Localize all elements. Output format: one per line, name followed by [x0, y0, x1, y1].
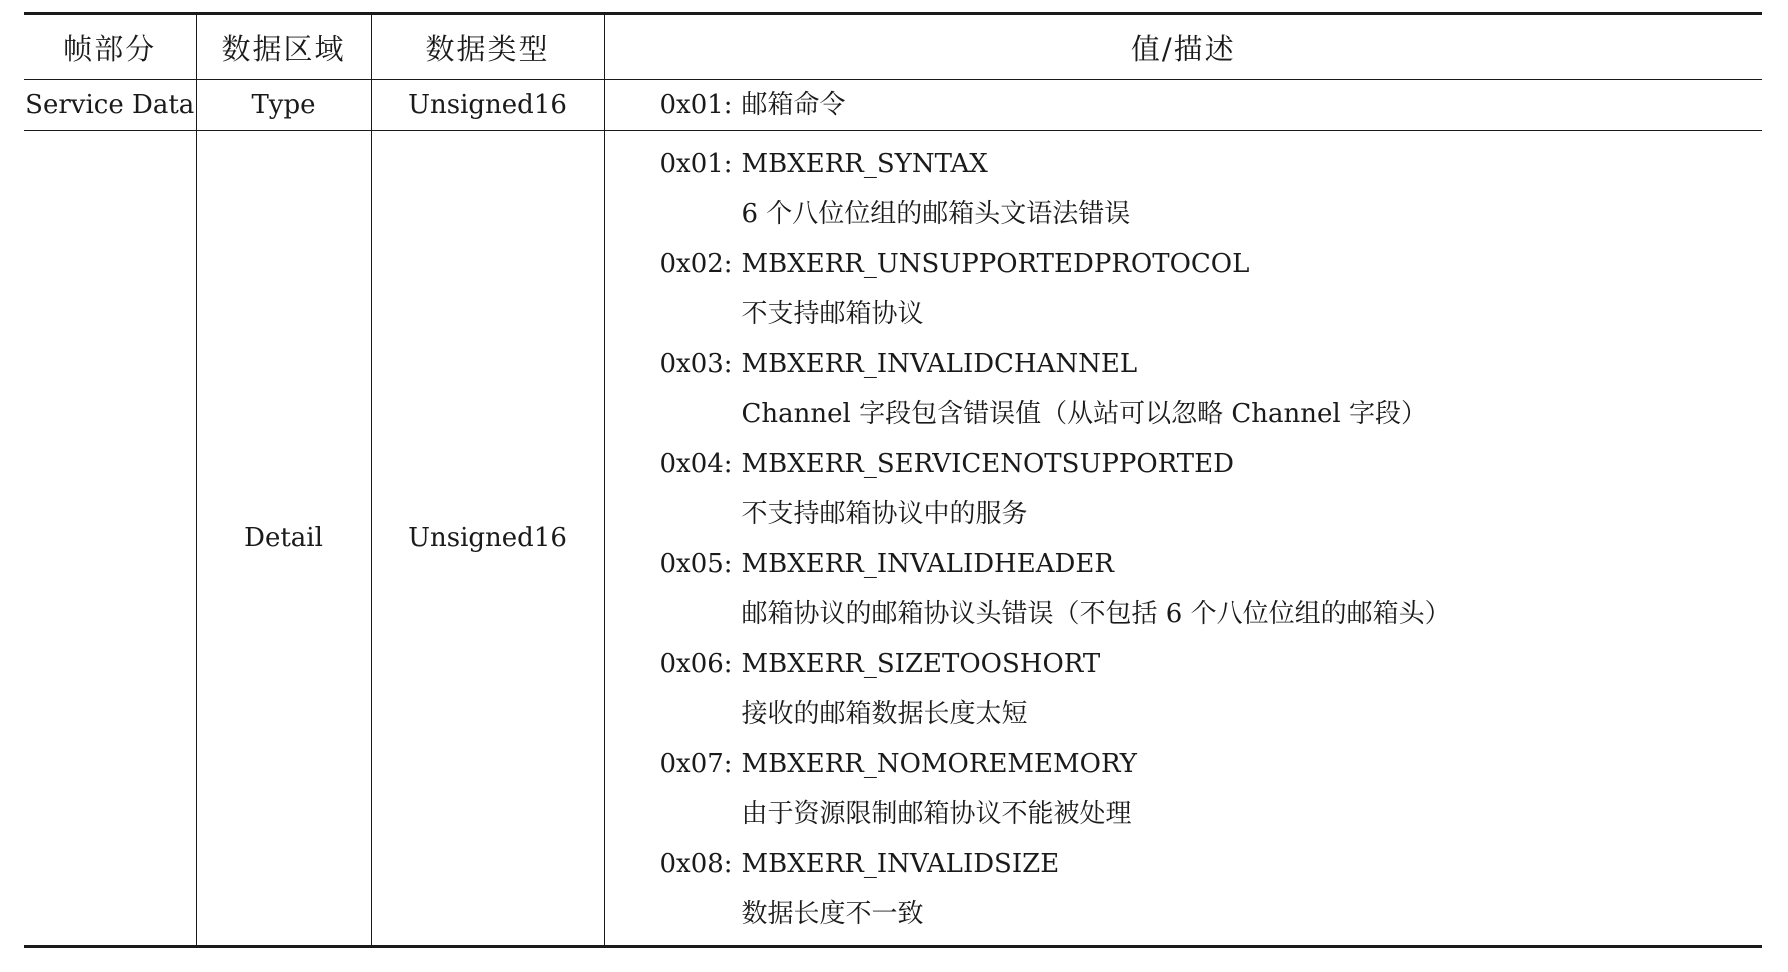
error-desc-line: 6 个八位位组的邮箱头文语法错误 — [741, 199, 1131, 229]
header-row — [24, 14, 1762, 80]
error-code: 0x03: — [659, 349, 733, 379]
error-name: MBXERR_SERVICENOTSUPPORTED — [741, 449, 1234, 479]
mailbox-error-table — [24, 12, 1762, 948]
type-code: 0x01: — [659, 90, 733, 120]
header-frame-part: 帧部分 — [24, 14, 196, 80]
error-name-line — [660, 139, 1763, 189]
error-name-line — [660, 639, 1763, 689]
error-name: MBXERR_UNSUPPORTEDPROTOCOL — [741, 249, 1250, 279]
error-desc-line: 数据长度不一致 — [741, 899, 924, 929]
error-code: 0x05: — [659, 549, 733, 579]
table-row-detail — [24, 131, 1762, 947]
error-name: MBXERR_SIZETOOSHORT — [741, 649, 1101, 679]
type-value-line — [660, 80, 1763, 130]
error-code: 0x07: — [659, 749, 733, 779]
error-code: 0x04: — [659, 449, 733, 479]
error-desc-line: 接收的邮箱数据长度太短 — [741, 699, 1028, 729]
header-data-area: 数据区域 — [196, 14, 371, 80]
table-row-type — [24, 80, 1762, 131]
error-name: MBXERR_INVALIDSIZE — [741, 849, 1060, 879]
error-code: 0x02: — [659, 249, 733, 279]
header-data-type: 数据类型 — [371, 14, 604, 80]
cell-frame-part: Service Data — [24, 80, 196, 131]
error-desc-line: 不支持邮箱协议 — [741, 299, 924, 329]
error-name-line — [660, 539, 1763, 589]
error-desc-line: 由于资源限制邮箱协议不能被处理 — [741, 799, 1132, 829]
error-code: 0x01: — [659, 149, 733, 179]
error-code: 0x08: — [659, 849, 733, 879]
error-name-line — [660, 439, 1763, 489]
error-name: MBXERR_INVALIDHEADER — [741, 549, 1114, 579]
error-name: MBXERR_SYNTAX — [741, 149, 988, 179]
error-name-line — [660, 339, 1763, 389]
error-name-line — [660, 739, 1763, 789]
cell-value-desc — [604, 80, 1762, 131]
cell-data-type-detail: Unsigned16 — [371, 131, 604, 947]
header-value-desc: 值/描述 — [604, 14, 1762, 80]
error-desc-line: 不支持邮箱协议中的服务 — [741, 499, 1028, 529]
error-desc-line: Channel 字段包含错误值（从站可以忽略 Channel 字段） — [741, 399, 1427, 429]
cell-frame-part-detail — [24, 131, 196, 947]
error-name-line — [660, 239, 1763, 289]
error-desc-line: 邮箱协议的邮箱协议头错误（不包括 6 个八位位组的邮箱头） — [741, 599, 1451, 629]
error-code: 0x06: — [659, 649, 733, 679]
error-name: MBXERR_NOMOREMEMORY — [741, 749, 1137, 779]
error-name-line — [660, 839, 1763, 889]
cell-data-area: Type — [196, 80, 371, 131]
type-desc: 邮箱命令 — [741, 90, 846, 120]
error-name: MBXERR_INVALIDCHANNEL — [741, 349, 1138, 379]
cell-data-type: Unsigned16 — [371, 80, 604, 131]
cell-data-area-detail: Detail — [196, 131, 371, 947]
cell-error-list — [604, 131, 1762, 947]
